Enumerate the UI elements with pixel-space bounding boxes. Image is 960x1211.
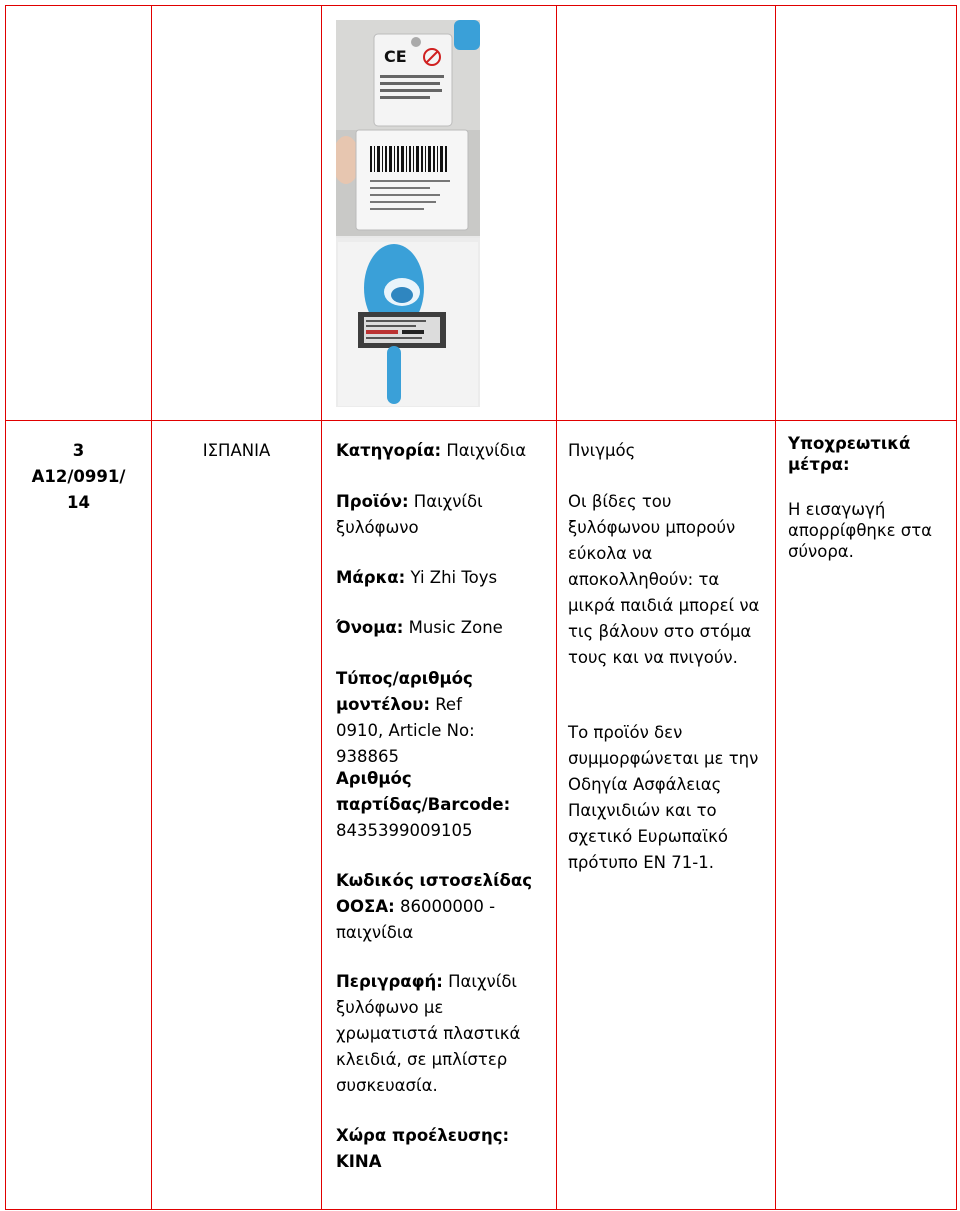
description-value: Παιχνίδι ξυλόφωνο με χρωματιστά πλαστικά κλειδιά, σε μπλίστερ συσκευασία.: [336, 972, 521, 1095]
origin-label: Χώρα προέλευσης:: [336, 1126, 510, 1145]
product-type: [336, 489, 536, 541]
product-batch: [336, 766, 546, 844]
brand-label: Μάρκα:: [336, 568, 406, 587]
measures-text: Η εισαγωγή απορρίφθηκε στα σύνορα.: [788, 500, 933, 561]
notification-reference-line1: A12/0991/: [31, 467, 126, 486]
product-origin: [336, 1123, 546, 1175]
cell-measures: [775, 420, 957, 1210]
notification-number: 3: [72, 441, 85, 460]
risk-description: Οι βίδες του ξυλόφωνου μπορούν εύκολα να αποκολληθούν: τα μικρά παιδιά μπορεί να τις βάλουν στο στόμα τους και να πνιγούν.: [568, 492, 760, 667]
product-name: [336, 615, 546, 641]
origin-value: ΚΙΝΑ: [336, 1152, 382, 1171]
oecd-label: Κωδικός ιστοσελίδας ΟΟΣΑ:: [336, 871, 532, 916]
risk-compliance: Το προϊόν δεν συμμορφώνεται με την Οδηγία Ασφάλειας Παιχνιδιών και το σχετικό Ευρωπαϊκό πρότυπο EN 71-1.: [568, 723, 759, 872]
product-description: [336, 969, 536, 1099]
measures-label: [788, 433, 953, 475]
measures-label-text: Υποχρεωτικά μέτρα:: [788, 434, 911, 474]
model-label: Τύπος/αριθμός μοντέλου:: [336, 669, 473, 714]
cell-product-info: [321, 420, 557, 1210]
notification-reference-line2: 14: [67, 493, 90, 512]
cell-country: [151, 420, 322, 1210]
brand-value: Yi Zhi Toys: [405, 568, 498, 587]
product-oecd-code: [336, 868, 548, 946]
description-label: Περιγραφή:: [336, 972, 443, 991]
svg-text:CE: CE: [384, 47, 407, 66]
product-value: Παιχνίδι ξυλόφωνο: [336, 492, 483, 537]
category-value: Παιχνίδια: [441, 441, 527, 460]
top-cell-photo: [321, 5, 557, 421]
product-photo: [336, 20, 480, 407]
top-cell-measures: [775, 5, 957, 421]
product-category: [336, 438, 546, 464]
batch-label: Αριθμός παρτίδας/Barcode:: [336, 769, 511, 814]
cell-risk: [556, 420, 776, 1210]
cell-number: [5, 420, 152, 1210]
top-cell-number: [5, 5, 152, 421]
name-label: Όνομα:: [336, 618, 404, 637]
product-brand: [336, 565, 546, 591]
notifying-country: ΙΣΠΑΝΙΑ: [202, 441, 271, 460]
product-model: [336, 666, 511, 770]
batch-value: 8435399009105: [336, 821, 473, 840]
top-cell-risk: [556, 5, 776, 421]
top-cell-country: [151, 5, 322, 421]
model-value: Ref 0910, Article No: 938865: [336, 695, 475, 766]
oecd-value: 86000000 - παιχνίδια: [336, 897, 496, 942]
category-label: Κατηγορία:: [336, 441, 442, 460]
risk-type: Πνιγμός: [568, 441, 636, 460]
product-photo-drawing: [336, 20, 480, 407]
product-label: Προϊόν:: [336, 492, 409, 511]
name-value: Music Zone: [403, 618, 503, 637]
